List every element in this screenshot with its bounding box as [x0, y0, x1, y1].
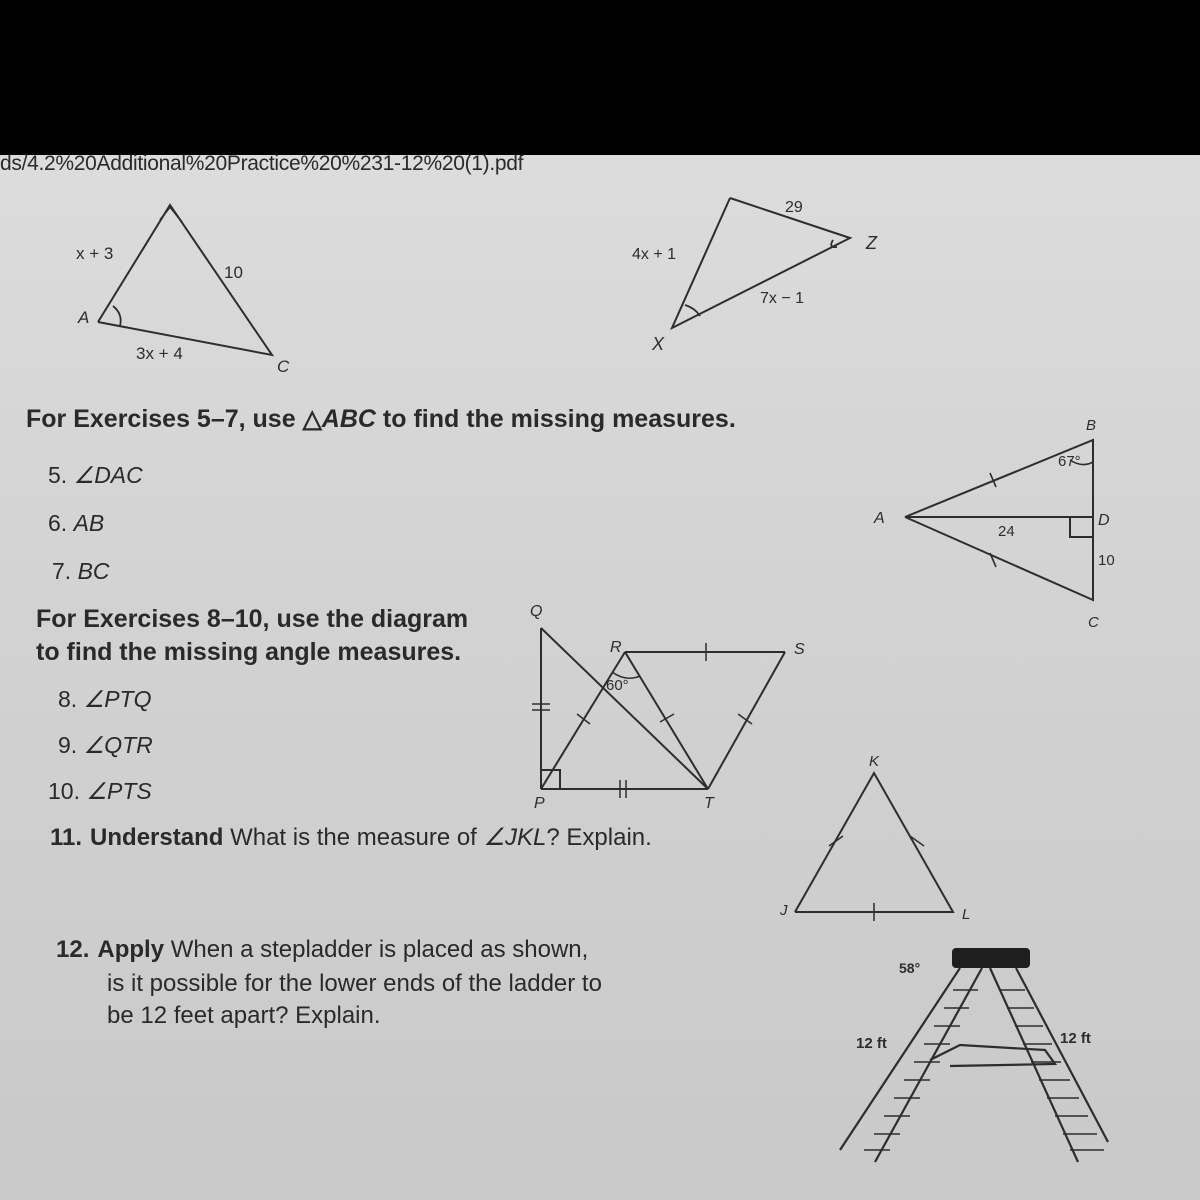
ladder-left-length: 12 ft [856, 1035, 887, 1052]
pqrst-figure [532, 628, 785, 798]
exercise-number: 7. [52, 558, 72, 584]
exercise-text: ∠PTS [86, 778, 152, 804]
exercise-text: AB [73, 510, 105, 536]
exercise-12-line1 [56, 934, 588, 966]
exercise-12-line2: is it possible for the lower ends of the ladder to [107, 970, 602, 997]
jkl-k-label: K [869, 753, 880, 770]
exercise-10 [48, 778, 152, 805]
section-8-10-heading-line2: to find the missing angle measures. [36, 638, 462, 666]
ladder-angle-label: 58° [899, 960, 921, 976]
stepladder-figure [840, 948, 1108, 1162]
right-tri-side-right: 7x − 1 [760, 290, 805, 307]
exercise-text: ∠QTR [83, 732, 153, 758]
section-8-10-heading-line1: For Exercises 8–10, use the diagram [36, 605, 469, 633]
heading-prefix: For Exercises 5–7, use [26, 405, 303, 433]
exercise-number: 12. [56, 936, 90, 963]
exercise-8 [58, 686, 151, 713]
exercise-angle: ∠JKL [483, 824, 547, 851]
fig-p-label: P [534, 795, 545, 812]
exercise-6 [48, 510, 104, 537]
right-tri-side-left: 4x + 1 [632, 246, 677, 263]
abc-vertex-b: B [1086, 417, 1097, 434]
exercise-9 [58, 732, 153, 759]
right-triangle-figure [672, 198, 850, 328]
exercise-text: What is the measure of [223, 824, 484, 851]
section-5-7-heading [26, 404, 736, 434]
left-triangle-figure [98, 205, 272, 355]
exercise-text: ∠DAC [73, 462, 143, 488]
left-tri-side-bottom: 3x + 4 [136, 344, 183, 363]
left-tri-side-left: x + 3 [76, 244, 114, 263]
fig-t-label: T [704, 795, 714, 812]
exercise-label: Apply [97, 936, 165, 963]
triangle-jkl-figure [795, 773, 953, 921]
triangle-symbol: △ [302, 405, 322, 433]
left-tri-vertex-c: C [277, 357, 290, 376]
exercise-11 [50, 822, 652, 854]
abc-vertex-a: A [874, 510, 885, 527]
triangle-name: ABC [321, 405, 376, 433]
abc-vertex-d: D [1098, 512, 1110, 529]
ladder-right-length: 12 ft [1060, 1030, 1091, 1047]
exercise-12-line3: be 12 feet apart? Explain. [107, 1002, 381, 1029]
exercise-number: 8. [58, 686, 78, 712]
left-tri-side-right: 10 [224, 263, 243, 282]
right-tri-side-top: 29 [785, 199, 803, 216]
heading-suffix: to find the missing measures. [375, 405, 736, 433]
exercise-number: 6. [48, 510, 68, 536]
exercise-text: BC [77, 558, 110, 584]
abc-length-ad: 24 [998, 523, 1015, 540]
fig-s-label: S [794, 641, 805, 658]
exercise-number: 10. [48, 778, 80, 804]
fig-angle-60: 60° [606, 677, 629, 694]
fig-q-label: Q [530, 603, 543, 620]
fig-r-label: R [610, 639, 622, 656]
exercise-number: 9. [58, 732, 78, 758]
exercise-text: When a stepladder is placed as shown, [164, 936, 589, 963]
exercise-5 [48, 462, 143, 489]
exercise-label: Understand [90, 824, 224, 851]
exercise-text: ∠PTQ [83, 686, 152, 712]
jkl-l-label: L [962, 906, 971, 923]
abc-length-dc: 10 [1098, 552, 1115, 569]
exercise-number: 5. [48, 462, 68, 488]
abc-vertex-c: C [1088, 614, 1099, 631]
abc-angle-b: 67° [1058, 453, 1081, 470]
exercise-7 [52, 558, 110, 585]
right-tri-vertex-x: X [652, 334, 665, 354]
url-fragment: ds/4.2%20Additional%20Practice%20%231-12%20(1).pdf [0, 152, 524, 175]
left-tri-vertex-a: A [78, 308, 90, 327]
right-tri-vertex-z: Z [866, 233, 877, 253]
exercise-number: 11. [50, 824, 83, 851]
exercise-text-end: ? Explain. [546, 824, 652, 851]
jkl-j-label: J [780, 902, 788, 919]
